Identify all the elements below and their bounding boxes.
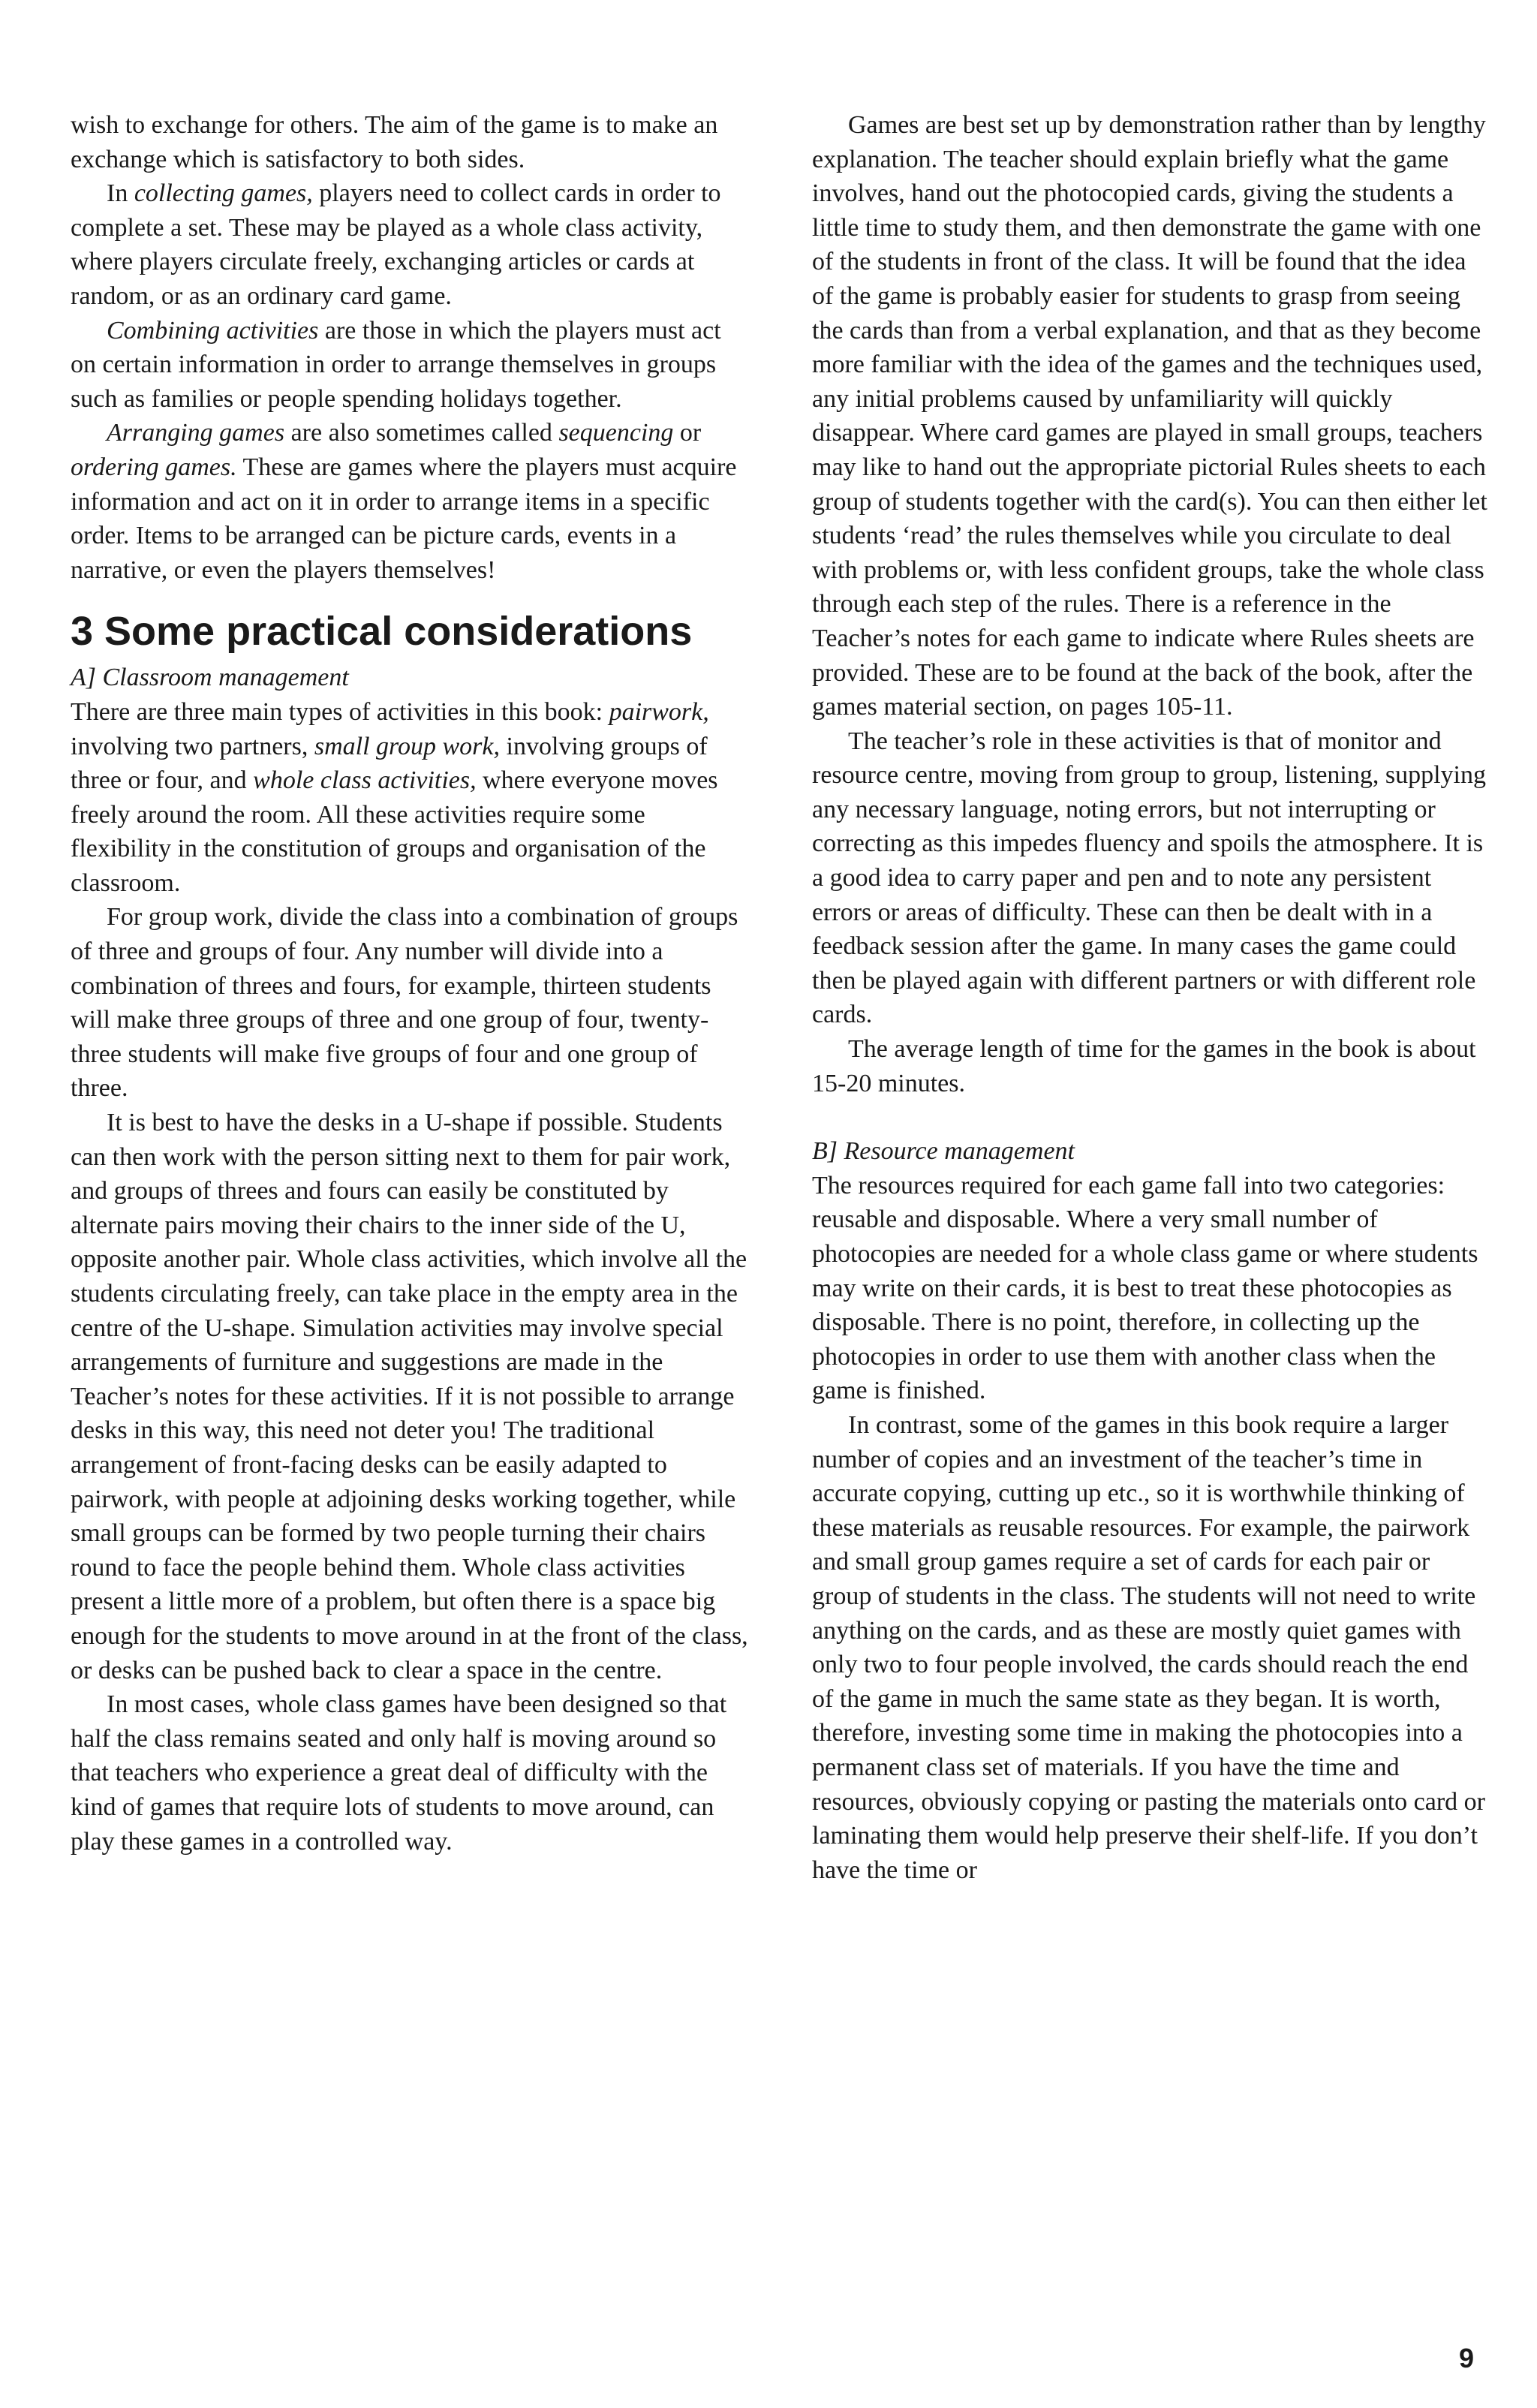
paragraph-combining-activities [71, 314, 750, 417]
paragraph: The teacher’s role in these activities is that of monitor and resource centre, moving from group to group, listening, supplying any necessary language, noting errors, but not interrupting or correcting as this impedes fluency and spoils the atmosphere. It is a good idea to carry paper and pen and to note any persistent errors or areas of difficulty. These can then be dealt with in a feedback session after the game. In many cases the game could then be played again with different partners or with different role cards. [812, 727, 1486, 1029]
paragraph-arranging-games [71, 416, 750, 587]
text-run: involving groups of three or four, and [71, 732, 708, 795]
text-run: are those in which the players must act on certain information in order to arrange themselves in groups such as families or people spending holidays together. [71, 316, 721, 413]
left-column [71, 108, 750, 1859]
text-run: are also sometimes called [284, 419, 559, 447]
italic-term: Arranging games [107, 419, 285, 447]
paragraph: Games are best set up by demonstration rather than by lengthy explanation. The teacher should explain briefly what the game involves, hand out the photocopied cards, giving the students a little time to study them, and then demonstrate the game with one of the students in front of the class. It will be found that the idea of the game is probably easier for students to grasp from seeing the cards than from a verbal explanation, and that as they become more familiar with the idea of the games and the techniques used, any initial problems caused by unfamiliarity will quickly disappear. Where card games are played in small groups, teachers may like to hand out the appropriate pictorial Rules sheets to each group of students together with the card(s). You can then either let students ‘read’ the rules themselves while you circulate to deal with problems or, with less confident groups, take the whole class through each step of the rules. There is a reference in the Teacher’s notes for each game to indicate where Rules sheets are provided. These are to be found at the back of the book, after the games material section, on pages 105-11. [812, 111, 1487, 721]
paragraph: It is best to have the desks in a U-shape if possible. Students can then work with the person sitting next to them for pair work, and groups of threes and fours can easily be constituted by alternate pairs moving their chairs to the inner side of the U, opposite another pair. Whole class activities, which involve all the students circulating freely, can take place in the empty area in the centre of the U-shape. Simulation activities may involve special arrangements of furniture and suggestions are made in the Teacher’s notes for these activities. If it is not possible to arrange desks in this way, this need not deter you! The traditional arrangement of front-facing desks can be easily adapted to pairwork, with people at adjoining desks working together, while small groups can be formed by two people turning their chairs round to face the people behind them. Whole class activities present a little more of a problem, but often there is a space big enough for the students to move around in at the front of the class, or desks can be pushed back to clear a space in the centre. [71, 1109, 748, 1684]
spacer [812, 1100, 1492, 1134]
italic-term: sequencing [558, 419, 674, 447]
text-run: involving two partners, [71, 732, 314, 760]
italic-term: collecting games, [134, 179, 313, 208]
italic-term: small group work, [314, 732, 500, 760]
section-heading: 3 Some practical considerations [71, 609, 693, 655]
paragraph-activity-types [71, 695, 750, 901]
paragraph-collecting-games [71, 176, 750, 313]
text-run: or [673, 419, 702, 447]
paragraph: wish to exchange for others. The aim of the game is to make an exchange which is satisfactory to both sides. [71, 111, 718, 173]
subheading-resource-management: B] Resource management [812, 1137, 1075, 1166]
paragraph: The resources required for each game fall into two categories: reusable and disposable. Where a very small number of photocopies are needed for a whole class game or where students may write on their cards, it is best to treat these photocopies as disposable. There is no point, therefore, in collecting up the photocopies in order to use them with another class when the game is finished. [812, 1171, 1478, 1405]
right-column [812, 108, 1492, 1887]
paragraph: In most cases, whole class games have been designed so that half the class remains seated and only half is moving around so that teachers who experience a great deal of difficulty with the kind of games that require lots of students to move around, can play these games in a controlled way. [71, 1690, 727, 1856]
text-run: In [107, 179, 134, 208]
italic-term: Combining activities [107, 316, 319, 345]
text-run: There are three main types of activities in this book: [71, 697, 609, 726]
paragraph: For group work, divide the class into a combination of groups of three and groups of four. Any number will divide into a combination of threes and fours, for example, thirteen students will make three groups of three and one group of four, twenty-three students will make five groups of four and one group of three. [71, 903, 738, 1103]
paragraph: The average length of time for the games in the book is about 15-20 minutes. [812, 1035, 1476, 1097]
italic-term: whole class activities, [253, 766, 477, 795]
text-run: These are games where the players must acquire information and act on it in order to arrange items in a specific order. Items to be arranged can be picture cards, events in a narrative, or even the players themselves! [71, 453, 737, 584]
italic-term: ordering games. [71, 453, 237, 481]
page-number: 9 [1459, 2343, 1475, 2373]
text-run: players need to collect cards in order to complete a set. These may be played as a whole class activity, where players circulate freely, exchanging articles or cards at random, or as an ordinary card game. [71, 179, 721, 310]
paragraph: In contrast, some of the games in this book require a larger number of copies and an investment of the teacher’s time in accurate copying, cutting up etc., so it is worthwhile thinking of these materials as reusable resources. For example, the pairwork and small group games require a set of cards for each pair or group of students in the class. The students will not need to write anything on the cards, and as these are mostly quiet games with only two to four people involved, the cards should reach the end of the game in much the same state as they began. It is worth, therefore, investing some time in making the photocopies into a permanent class set of materials. If you have the time and resources, obviously copying or pasting the materials onto card or laminating them would help preserve their shelf-life. If you don’t have the time or [812, 1410, 1485, 1884]
subheading-classroom-management: A] Classroom management [71, 664, 349, 692]
text-run: where everyone moves freely around the room. All these activities require some flexibility in the constitution of groups and organisation of the classroom. [71, 766, 718, 897]
italic-term: pairwork, [609, 697, 709, 726]
